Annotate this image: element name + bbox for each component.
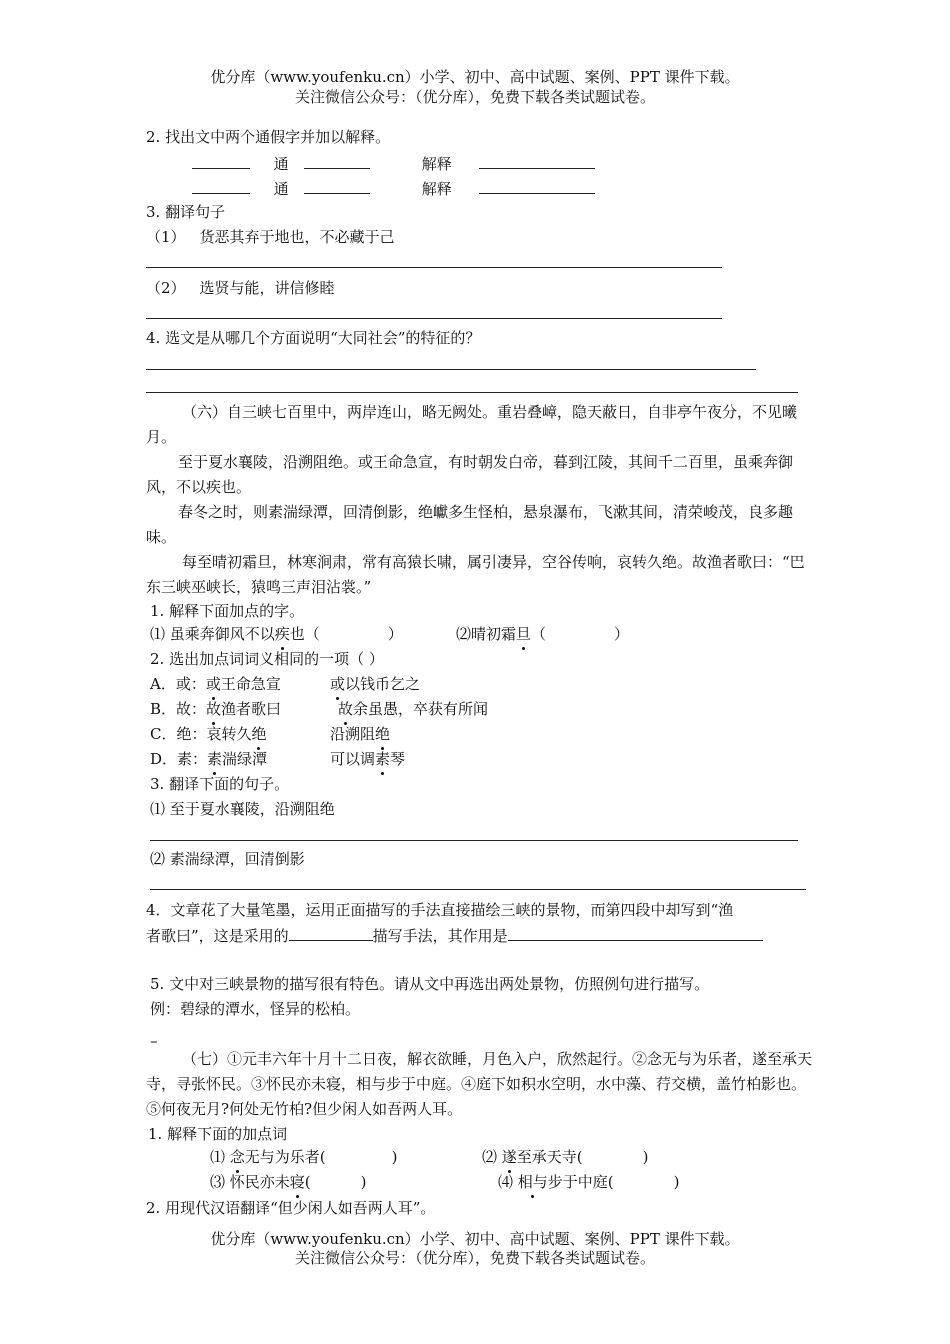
question-text: 者歌曰”，这是采用的: [146, 927, 289, 945]
paren: ): [642, 1148, 649, 1166]
item-text: ⑴ 虽乘奔御风不以: [150, 625, 275, 643]
item-text: 至承天寺(: [516, 1148, 583, 1166]
sec6-q5: 5. 文中对三峡景物的描写很有特色。请从文中再选出两处景物，仿照例句进行描写。: [150, 975, 710, 993]
dotted-char: 或: [205, 675, 221, 693]
sec5-q3: 3. 翻译句子: [146, 203, 226, 221]
paren: ): [673, 1173, 680, 1191]
dotted-char: 绝: [375, 725, 391, 743]
answer-blank[interactable]: [479, 152, 595, 169]
item-number: （2）: [146, 279, 186, 297]
paren: ）: [614, 625, 630, 643]
sec7-paragraph: （七）①元丰六年十月十二日夜，解衣欲睡，月色入户，欣然起行。②念无与为乐者，遂至承天寺，寻张怀民。③怀民亦未寝，相与步于中庭。④庭下如积水空明，水中藻、荇交横，盖竹柏影也。⑤何夜无月?何处无竹柏?但少闲人如吾两人耳。: [146, 1050, 813, 1118]
sec6-q3-item-2: ⑵ 素湍绿潭，回清倒影: [150, 850, 305, 868]
sec5-q3-item-2: [146, 277, 335, 299]
option-c: [150, 723, 267, 745]
item-text: ⑷: [498, 1173, 518, 1191]
option-text: 琴: [390, 750, 406, 768]
answer-line[interactable]: [150, 840, 798, 841]
sec6-q4-line-1: 4．文章花了大量笔墨，运用正面描写的手法直接描绘三峡的景物，而第四段中却写到“渔: [146, 901, 734, 919]
answer-blank[interactable]: [304, 177, 370, 194]
paren: ): [360, 1173, 367, 1191]
paren: ): [391, 1148, 398, 1166]
option-label: A．或：: [150, 675, 206, 693]
dotted-char: 寝: [289, 1173, 305, 1191]
option-c-2: [330, 723, 390, 745]
dotted-char: 素: [207, 750, 223, 768]
jieshi-label: 解释: [421, 180, 452, 198]
sec7-q1-item-2: [482, 1146, 649, 1168]
item-text: ⑵晴初霜: [456, 625, 517, 643]
option-text: 王命急宣: [220, 675, 281, 693]
item-text: 选贤与能，讲信修睦: [199, 279, 335, 297]
answer-blank[interactable]: [192, 177, 250, 194]
option-a-2: [330, 673, 420, 695]
answer-blank[interactable]: [508, 924, 763, 941]
sec7-q1: 1. 解释下面的加点词: [148, 1125, 288, 1143]
item-text: 也（: [289, 625, 320, 643]
answer-line[interactable]: [146, 267, 722, 268]
sec7-q1-item-3: [210, 1171, 367, 1193]
answer-blank[interactable]: [479, 177, 595, 194]
jieshi-label: 解释: [421, 155, 452, 173]
option-label: B．故：: [150, 700, 207, 718]
tong-label: 通: [273, 155, 289, 173]
sec5-q2: 2. 找出文中两个通假字并加以解释。: [146, 128, 391, 146]
option-label: C．绝：哀转久: [150, 725, 252, 743]
sec7-q1-item-4: [498, 1171, 680, 1193]
sec6-paragraph-4: 每至晴初霜旦，林寒涧肃，常有高猿长啸，属引凄异，空谷传响，哀转久绝。故渔者歌曰：“巴东三峡巫峡长，猿鸣三声泪沾裳。”: [146, 553, 805, 596]
sec6-paragraph-1: （六）自三峡七百里中，两岸连山，略无阙处。重岩叠嶂，隐天蔽日，自非亭午夜分，不见曦月。: [146, 403, 798, 446]
item-text: 步于中庭(: [547, 1173, 614, 1191]
answer-blank[interactable]: [289, 924, 373, 941]
dotted-char: 遂: [501, 1148, 517, 1166]
answer-blank[interactable]: [192, 152, 250, 169]
dotted-char: 旦: [516, 625, 532, 643]
answer-line[interactable]: [150, 889, 806, 890]
sec7-q2: 2. 用现代汉语翻译“但少闲人如吾两人耳”。: [146, 1199, 436, 1217]
sec6-q4-line-2: [146, 924, 763, 947]
sec6-paragraph-3: 春冬之时，则素湍绿潭，回清倒影，绝巘多生怪柏，悬泉瀑布，飞漱其间，清荣峻茂，良多趣味。: [146, 503, 794, 546]
footer-line-1: 优分库（www.youfenku.cn）小学、初中、高中试题、案例、PPT 课件下载。: [210, 1230, 740, 1248]
option-b-2: [338, 698, 488, 720]
option-text: 渔者歌曰: [221, 700, 282, 718]
item-number: （1）: [146, 228, 186, 246]
tongjia-row-1: [192, 152, 595, 175]
option-text: 以钱币乞之: [345, 675, 421, 693]
dash-mark: –: [150, 1032, 158, 1050]
sec7-q1-item-1: [210, 1146, 398, 1168]
dotted-char: 素: [375, 750, 391, 768]
option-text: 可以调: [330, 750, 376, 768]
item-text: (: [304, 1173, 311, 1191]
sec6-q5-example: 例：碧绿的潭水，怪异的松柏。: [150, 1000, 361, 1018]
item-text: ⑴: [210, 1148, 230, 1166]
dotted-char: 或: [330, 675, 346, 693]
sec6-q1: 1. 解释下面加点的字。: [150, 602, 305, 620]
sec6-q2: 2. 选出加点词词义相同的一项（ ）: [150, 650, 384, 668]
option-text: 湍绿潭: [222, 750, 268, 768]
sec5-q3-item-1: [146, 226, 395, 248]
footer-line-2: 关注微信公众号：（优分库），免费下载各类试题试卷。: [294, 1249, 655, 1267]
answer-line[interactable]: [146, 318, 722, 319]
sec6-paragraph-2: 至于夏水襄陵，沿溯阻绝。或王命急宣，有时朝发白帝，暮到江陵，其间千二百里，虽乘奔御风，不以疾也。: [146, 453, 794, 496]
tong-label: 通: [273, 180, 289, 198]
item-text: ⑵: [482, 1148, 502, 1166]
paren: ）: [387, 625, 403, 643]
item-text: ⑶ 怀民亦未: [210, 1173, 290, 1191]
sec6-q3: 3. 翻译下面的句子。: [150, 775, 290, 793]
sec6-q3-item-1: ⑴ 至于夏水襄陵，沿溯阻绝: [150, 800, 335, 818]
answer-line[interactable]: [146, 369, 756, 370]
header-line-2: 关注微信公众号：（优分库），免费下载各类试题试卷。: [294, 88, 655, 106]
item-text: （: [531, 625, 547, 643]
item-text: 货恶其弃于地也，不必藏于己: [199, 228, 395, 246]
option-b: [150, 698, 281, 720]
sec6-q1-item-1: [150, 623, 403, 645]
option-text: 余虽愚，卒获有所闻: [353, 700, 489, 718]
dotted-char: 绝: [251, 725, 267, 743]
answer-blank[interactable]: [304, 152, 370, 169]
sec6-q1-item-2: [456, 623, 629, 645]
header-line-1: 优分库（www.youfenku.cn）小学、初中、高中试题、案例、PPT 课件下载。: [210, 68, 740, 86]
item-text: 无与为乐者(: [244, 1148, 326, 1166]
question-text: 描写手法，其作用是: [372, 927, 508, 945]
answer-line[interactable]: [146, 392, 798, 393]
dotted-char: 故: [338, 700, 354, 718]
dotted-char: 相与: [517, 1173, 548, 1191]
option-a: [150, 673, 281, 695]
option-text: 沿溯阻: [330, 725, 376, 743]
sec5-q4: 4. 选文是从哪几个方面说明“大同社会”的特征的？: [146, 329, 481, 347]
option-d: [150, 748, 267, 770]
dotted-char: 疾: [274, 625, 290, 643]
tongjia-row-2: [192, 177, 595, 200]
option-label: D．素：: [150, 750, 208, 768]
dotted-char: 故: [206, 700, 222, 718]
option-d-2: [330, 748, 405, 770]
dotted-char: 念: [229, 1148, 245, 1166]
